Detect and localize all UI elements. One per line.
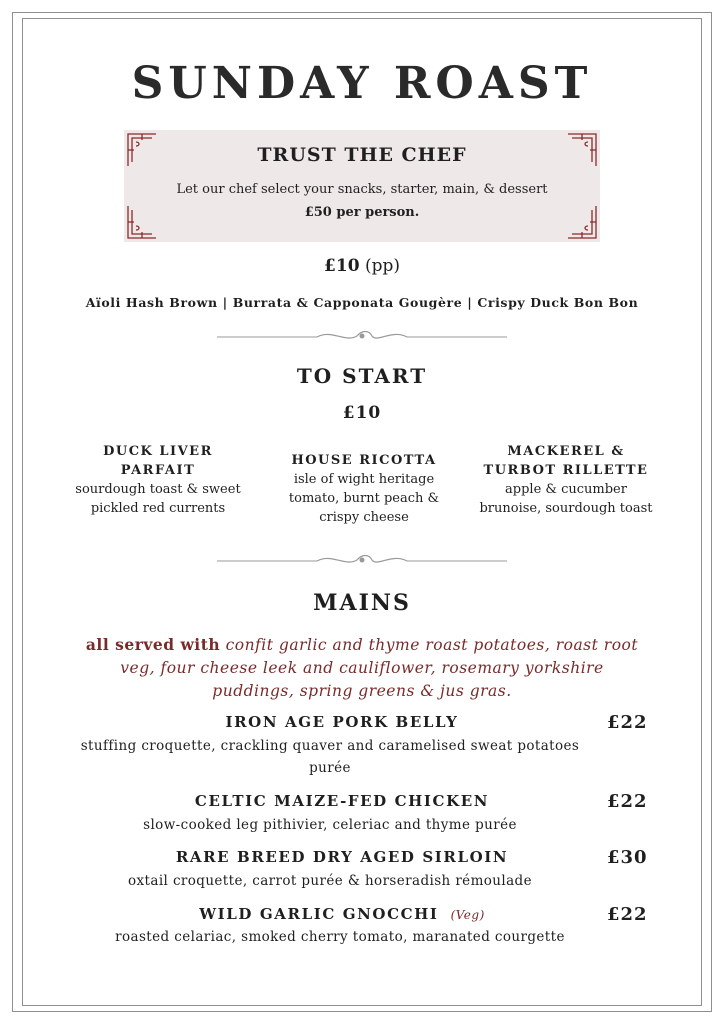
trust-chef-heading: TRUST THE CHEF [257,144,467,166]
flourish-divider-icon [217,327,507,345]
main-description: oxtail croquette, carrot purée & horseradish rémoulade [128,873,532,889]
starter-description: apple & cucumber brunoise, sourdough toast [479,482,653,516]
main-name: CELTIC MAIZE-FED CHICKEN [194,792,490,810]
main-price: £22 [607,712,648,733]
starter-description: isle of wight heritage tomato, burnt peach & crispy cheese [288,472,440,525]
mains-served-with [80,633,644,703]
starter-name: HOUSE RICOTTA [291,453,437,468]
main-price: £22 [607,904,648,925]
main-name-row [0,905,684,923]
to-start-heading: TO START [296,364,428,388]
snacks-list: Aïoli Hash Brown | Burrata & Capponata Gougère | Crispy Duck Bon Bon [85,295,639,310]
main-name: RARE BREED DRY AGED SIRLOIN [175,848,509,866]
main-name: WILD GARLIC GNOCCHI [199,905,439,923]
trust-chef-price: £50 per person. [304,205,420,220]
starter-name: MACKEREL & TURBOT RILLETTE [483,444,649,478]
to-start-price: £10 [342,403,382,423]
snacks-price-line [0,256,724,276]
trust-the-chef-box [124,130,600,242]
snacks-per-person: (pp) [364,256,400,276]
main-price: £22 [607,791,648,812]
main-description: slow-cooked leg pithivier, celeriac and thyme purée [143,817,517,833]
starter-item [476,442,656,518]
main-description: stuffing croquette, crackling quaver and caramelised sweat potatoes purée [80,738,580,776]
served-with-label: all served with [85,635,221,654]
veg-tag: (Veg) [450,908,485,922]
served-with-text: confit garlic and thyme roast potatoes, roast root veg, four cheese leek and cauliflower, rosemary yorkshire puddings, spring greens & jus gras. [120,636,639,700]
main-description: roasted celariac, smoked cherry tomato, maranated courgette [115,929,565,945]
menu-title: SUNDAY ROAST [131,58,593,109]
main-name: IRON AGE PORK BELLY [225,713,459,731]
flourish-divider-icon [217,551,507,569]
starter-item [68,442,248,518]
starter-item [274,451,454,527]
snacks-price: £10 [324,256,360,276]
mains-heading: MAINS [313,590,411,616]
starter-name: DUCK LIVER PARFAIT [103,444,213,478]
trust-chef-description: Let our chef select your snacks, starter, main, & dessert [176,182,548,197]
starter-description: sourdough toast & sweet pickled red currents [75,482,241,516]
main-price: £30 [607,847,648,868]
